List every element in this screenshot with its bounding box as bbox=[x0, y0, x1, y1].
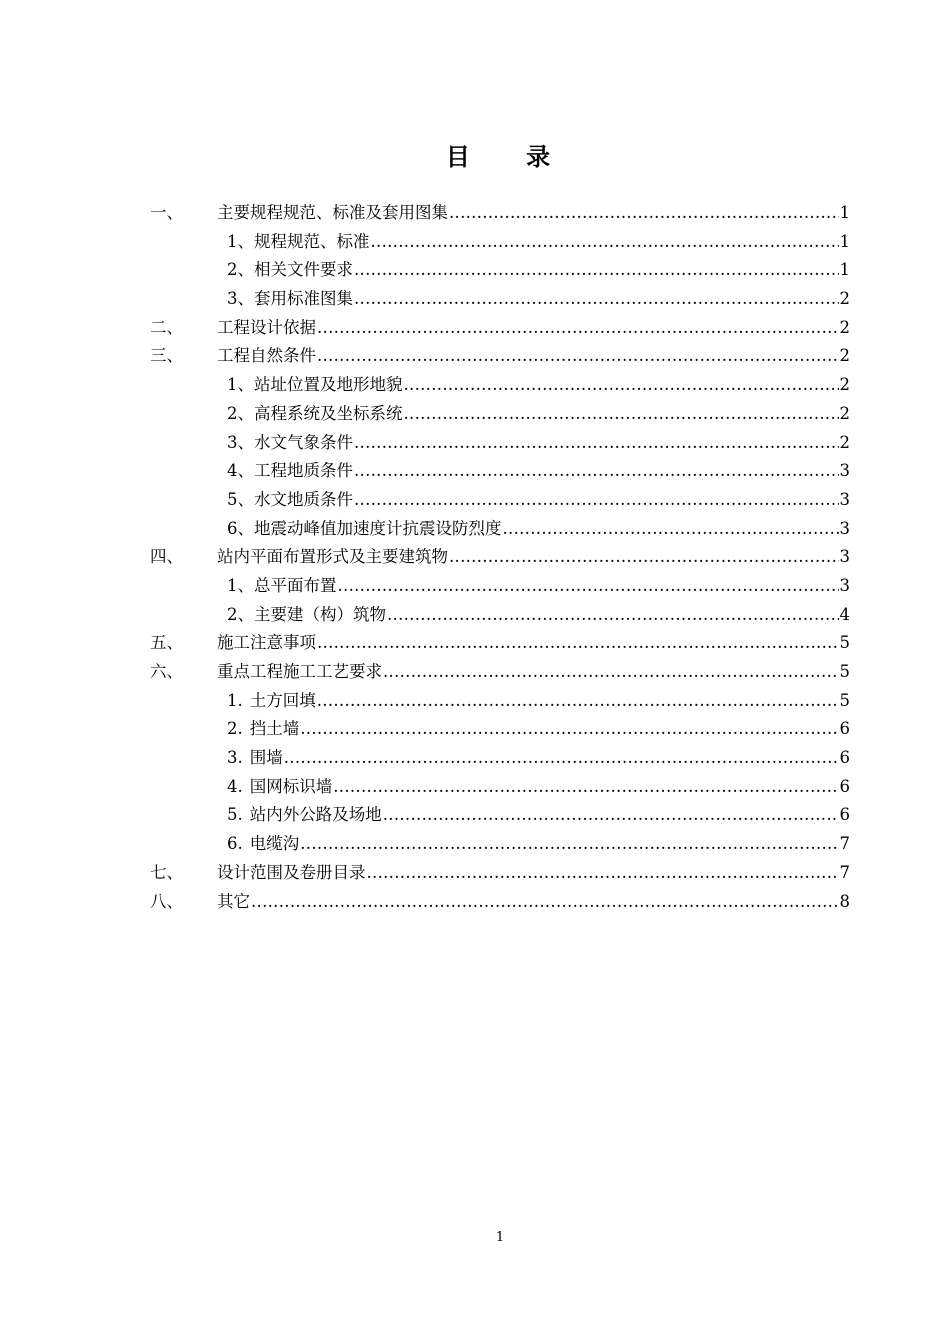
toc-entry-number: 八、 bbox=[150, 891, 183, 911]
dot-leader bbox=[354, 285, 839, 314]
toc-entry[interactable] bbox=[150, 801, 850, 830]
toc-entry[interactable] bbox=[150, 486, 850, 515]
toc-entry-label: 土方回填 bbox=[249, 690, 316, 710]
toc-entry[interactable] bbox=[150, 371, 850, 400]
toc-entry-page: 3 bbox=[839, 489, 850, 509]
toc-entry-number: 4. bbox=[227, 776, 243, 796]
toc-entry-label: 工程自然条件 bbox=[217, 346, 316, 366]
toc-entry-label: 其它 bbox=[217, 891, 250, 911]
toc-entry-number: 1、 bbox=[227, 575, 254, 595]
toc-entry-page: 8 bbox=[839, 891, 850, 911]
toc-entry-label: 高程系统及坐标系统 bbox=[254, 403, 403, 423]
toc-entry-number: 3、 bbox=[227, 289, 254, 309]
toc-entry-page: 6 bbox=[839, 776, 850, 796]
dot-leader bbox=[354, 256, 839, 285]
dot-leader bbox=[449, 199, 839, 228]
toc-entry-page: 2 bbox=[839, 432, 850, 452]
toc-entry-page: 1 bbox=[839, 260, 850, 280]
toc-entry[interactable] bbox=[150, 888, 850, 917]
toc-entry-number: 三、 bbox=[150, 346, 183, 366]
toc-entry[interactable] bbox=[150, 601, 850, 630]
toc-entry-label: 围墙 bbox=[249, 748, 283, 768]
dot-leader bbox=[338, 572, 839, 601]
toc-entry[interactable] bbox=[150, 457, 850, 486]
toc-entry-label: 国网标识墙 bbox=[249, 776, 333, 796]
toc-entry-page: 7 bbox=[839, 862, 850, 882]
toc-entry-page: 2 bbox=[839, 317, 850, 337]
dot-leader bbox=[383, 658, 839, 687]
toc-entry-label: 规程规范、标准 bbox=[254, 231, 370, 251]
toc-entry-label: 总平面布置 bbox=[254, 575, 337, 595]
toc-entry-label: 设计范围及卷册目录 bbox=[217, 862, 366, 882]
dot-leader bbox=[371, 228, 839, 257]
toc-entry-page: 2 bbox=[839, 289, 850, 309]
toc-entry-page: 6 bbox=[839, 719, 850, 739]
toc-entry-number: 1. bbox=[227, 690, 243, 710]
dot-leader bbox=[300, 830, 838, 859]
toc-entry[interactable] bbox=[150, 314, 850, 343]
toc-entry-page: 3 bbox=[839, 575, 850, 595]
dot-leader bbox=[404, 371, 839, 400]
toc-entry[interactable] bbox=[150, 256, 850, 285]
toc-entry-label: 重点工程施工工艺要求 bbox=[217, 662, 382, 681]
dot-leader bbox=[251, 888, 839, 917]
toc-entry-label: 水文气象条件 bbox=[254, 432, 353, 452]
dot-leader bbox=[449, 543, 839, 572]
toc-entry-number: 五、 bbox=[150, 633, 183, 653]
page-title: 目 录 bbox=[445, 142, 575, 171]
toc-entry-number: 6、 bbox=[227, 518, 254, 538]
toc-entry-number: 2、 bbox=[227, 604, 254, 624]
toc-entry-page: 2 bbox=[839, 346, 850, 366]
toc-entry-number: 4、 bbox=[227, 461, 254, 481]
toc-entry-number: 六、 bbox=[150, 662, 183, 681]
dot-leader bbox=[354, 457, 839, 486]
table-of-contents bbox=[150, 199, 850, 916]
toc-entry-page: 4 bbox=[839, 604, 850, 624]
dot-leader bbox=[317, 687, 839, 716]
dot-leader bbox=[503, 515, 839, 544]
dot-leader bbox=[367, 859, 839, 888]
toc-entry-number: 2、 bbox=[227, 260, 254, 280]
toc-entry-page: 2 bbox=[839, 375, 850, 395]
page-number: 1 bbox=[495, 1230, 505, 1245]
toc-entry-label: 地震动峰值加速度计抗震设防烈度 bbox=[254, 518, 502, 538]
toc-entry-page: 1 bbox=[839, 203, 850, 222]
toc-entry-number: 四、 bbox=[150, 547, 183, 567]
toc-entry[interactable] bbox=[150, 429, 850, 458]
dot-leader bbox=[300, 715, 838, 744]
toc-entry-number: 1、 bbox=[227, 231, 254, 251]
toc-entry-page: 6 bbox=[839, 748, 850, 768]
toc-entry-label: 挡土墙 bbox=[249, 719, 300, 739]
toc-entry[interactable] bbox=[150, 830, 850, 859]
toc-entry[interactable] bbox=[150, 515, 850, 544]
toc-entry-page: 6 bbox=[839, 805, 850, 825]
toc-entry-label: 工程地质条件 bbox=[254, 461, 353, 481]
toc-entry[interactable] bbox=[150, 658, 850, 687]
toc-entry-label: 主要建（构）筑物 bbox=[254, 604, 386, 624]
toc-entry-label: 站址位置及地形地貌 bbox=[254, 375, 403, 395]
toc-entry[interactable] bbox=[150, 543, 850, 572]
toc-entry-number: 5、 bbox=[227, 489, 254, 509]
toc-entry-label: 相关文件要求 bbox=[254, 260, 353, 280]
toc-entry-number: 2、 bbox=[227, 403, 254, 423]
toc-entry[interactable] bbox=[150, 400, 850, 429]
toc-entry-number: 3. bbox=[227, 748, 243, 768]
dot-leader bbox=[387, 601, 839, 630]
toc-entry-label: 套用标准图集 bbox=[254, 289, 353, 309]
toc-entry[interactable] bbox=[150, 744, 850, 773]
toc-entry-page: 5 bbox=[839, 633, 850, 653]
toc-entry[interactable] bbox=[150, 228, 850, 257]
dot-leader bbox=[354, 429, 839, 458]
toc-entry-number: 七、 bbox=[150, 862, 183, 882]
toc-entry-number: 6. bbox=[227, 834, 243, 854]
toc-entry[interactable] bbox=[150, 199, 850, 228]
toc-entry[interactable] bbox=[150, 687, 850, 716]
toc-entry-label: 施工注意事项 bbox=[217, 633, 316, 653]
toc-entry-page: 1 bbox=[839, 231, 850, 251]
toc-entry-number: 1、 bbox=[227, 375, 254, 395]
dot-leader bbox=[317, 314, 839, 343]
toc-entry[interactable] bbox=[150, 285, 850, 314]
toc-entry-number: 一、 bbox=[150, 203, 183, 222]
toc-entry[interactable] bbox=[150, 773, 850, 802]
toc-entry-page: 7 bbox=[839, 834, 850, 854]
dot-leader bbox=[284, 744, 839, 773]
dot-leader bbox=[317, 342, 839, 371]
toc-entry-label: 站内平面布置形式及主要建筑物 bbox=[217, 547, 448, 567]
toc-entry-page: 3 bbox=[839, 461, 850, 481]
toc-entry-page: 5 bbox=[839, 662, 850, 681]
toc-entry-label: 水文地质条件 bbox=[254, 489, 353, 509]
toc-entry[interactable] bbox=[150, 572, 850, 601]
toc-entry-label: 主要规程规范、标准及套用图集 bbox=[217, 203, 448, 222]
dot-leader bbox=[404, 400, 839, 429]
toc-entry[interactable] bbox=[150, 715, 850, 744]
toc-entry[interactable] bbox=[150, 859, 850, 888]
toc-entry[interactable] bbox=[150, 629, 850, 658]
toc-entry-number: 5. bbox=[227, 805, 243, 825]
toc-entry-number: 3、 bbox=[227, 432, 254, 452]
dot-leader bbox=[333, 773, 838, 802]
dot-leader bbox=[317, 629, 839, 658]
toc-entry-page: 2 bbox=[839, 403, 850, 423]
dot-leader bbox=[383, 801, 839, 830]
dot-leader bbox=[354, 486, 839, 515]
toc-entry-number: 2. bbox=[227, 719, 243, 739]
toc-entry[interactable] bbox=[150, 342, 850, 371]
toc-entry-label: 工程设计依据 bbox=[217, 317, 316, 337]
toc-entry-page: 5 bbox=[839, 690, 850, 710]
toc-entry-page: 3 bbox=[839, 547, 850, 567]
toc-entry-label: 站内外公路及场地 bbox=[249, 805, 382, 825]
toc-entry-number: 二、 bbox=[150, 317, 183, 337]
toc-entry-label: 电缆沟 bbox=[249, 834, 300, 854]
toc-entry-page: 3 bbox=[839, 518, 850, 538]
